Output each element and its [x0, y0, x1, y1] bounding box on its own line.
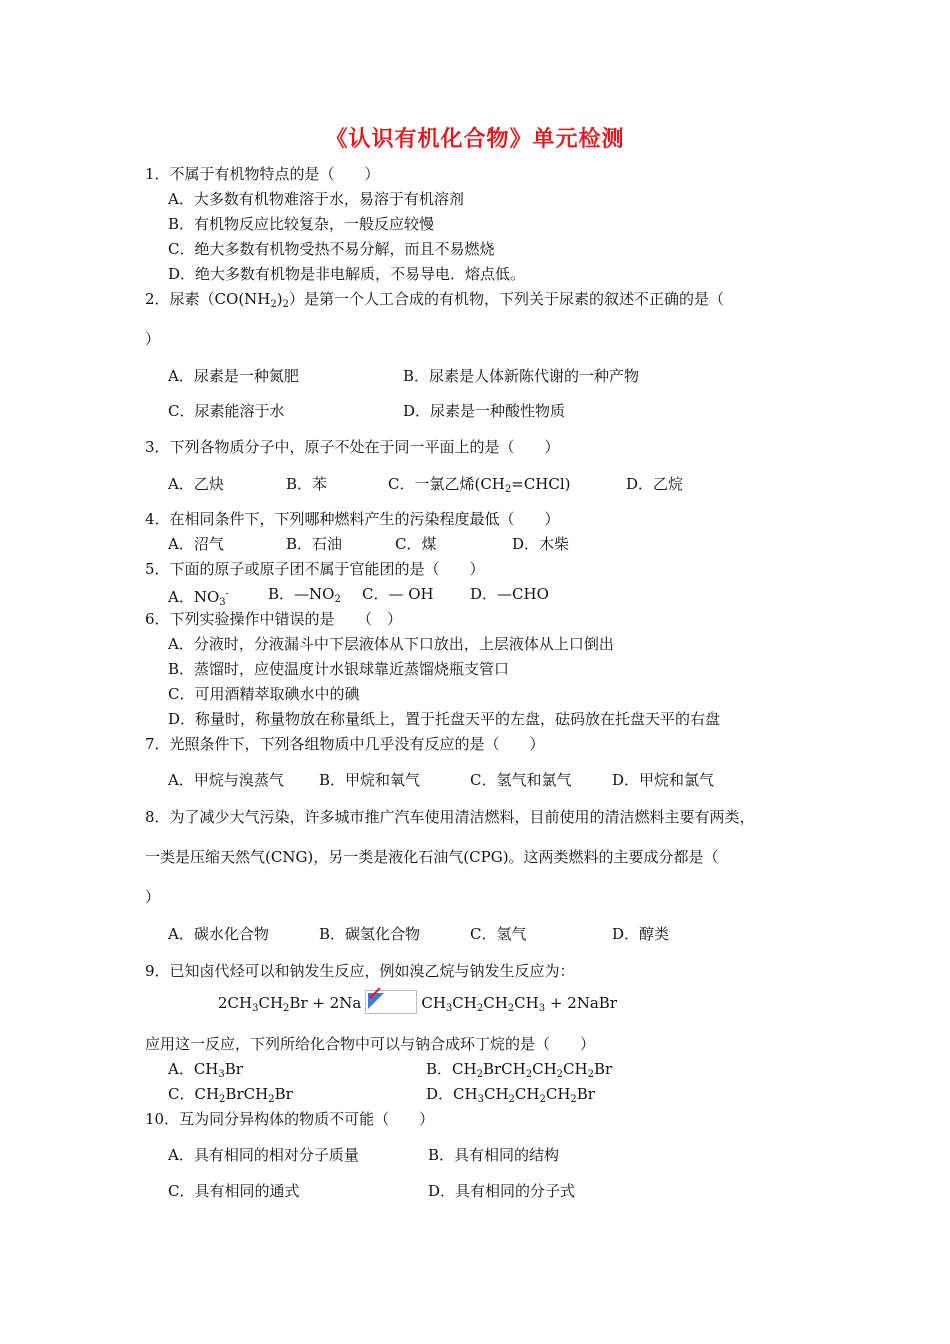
- q7-stem: 7．光照条件下，下列各组物质中几乎没有反应的是（ ）: [145, 735, 545, 753]
- q8-option-d: D．醇类: [612, 925, 670, 943]
- q1-option-b: B．有机物反应比较复杂，一般反应较慢: [168, 215, 435, 233]
- q9-stem: 9．已知卤代烃可以和钠发生反应，例如溴乙烷与钠发生反应为：: [145, 962, 575, 980]
- q2-stem: 2．尿素$(CO(NH_2)_2)$是第一个人工合成的有机物，下列关于尿素的叙述不正确的是（: [145, 290, 725, 310]
- q9-option-a: A．$CH_3Br$: [168, 1060, 243, 1080]
- q5-option-d: D．—CHO: [470, 585, 549, 603]
- q4-option-d: D．木柴: [512, 535, 570, 553]
- q6-stem: 6．下列实验操作中错误的是 （ ）: [145, 610, 403, 628]
- q4-option-a: A．沼气: [168, 535, 224, 553]
- q8-option-b: B．碳氢化合物: [319, 925, 421, 943]
- q8-option-c: C．氢气: [470, 925, 527, 943]
- q8-stem-line2: 一类是压缩天然气(CNG)，另一类是液化石油气(CPG)。这两类燃料的主要成分都是（: [145, 848, 719, 866]
- q5-option-b: B．$—NO_2$: [268, 585, 341, 605]
- q1-option-d: D．绝大多数有机物是非电解质，不易导电．熔点低。: [168, 265, 526, 283]
- page-title: 《认识有机化合物》单元检测: [325, 127, 625, 152]
- q8-option-a: A．碳水化合物: [168, 925, 269, 943]
- q2-option-c: C．尿素能溶于水: [168, 402, 285, 420]
- q7-option-d: D．甲烷和氯气: [612, 771, 715, 789]
- q5-stem: 5．下面的原子或原子团不属于官能团的是（ ）: [145, 560, 485, 578]
- q3-option-b: B．苯: [286, 475, 328, 493]
- q7-option-c: C．氢气和氯气: [470, 771, 572, 789]
- q10-option-c: C．具有相同的通式: [168, 1182, 300, 1200]
- q8-stem-line1: 8．为了减少大气污染，许多城市推广汽车使用清洁燃料，目前使用的清洁燃料主要有两类，: [145, 808, 755, 826]
- q9-option-d: D．$CH_3CH_2CH_2CH_2Br$: [426, 1085, 595, 1105]
- q1-option-a: A．大多数有机物难溶于水，易溶于有机溶剂: [168, 190, 464, 208]
- q6-option-d: D．称量时，称量物放在称量纸上，置于托盘天平的左盘，砝码放在托盘天平的右盘: [168, 710, 721, 728]
- q6-option-a: A．分液时，分液漏斗中下层液体从下口放出，上层液体从上口倒出: [168, 635, 614, 653]
- q10-stem: 10．互为同分异构体的物质不可能（ ）: [145, 1110, 435, 1128]
- reaction-arrow-image: [365, 990, 417, 1014]
- q5-option-a: A．$NO_3^-$: [168, 588, 229, 608]
- q5-option-c: C．— OH: [362, 585, 434, 603]
- q3-option-a: A．乙炔: [168, 475, 224, 493]
- q6-option-b: B．蒸馏时，应使温度计水银球靠近蒸馏烧瓶支管口: [168, 660, 510, 678]
- q9-option-c: C．$CH_2BrCH_2Br$: [168, 1085, 293, 1105]
- q10-option-a: A．具有相同的相对分子质量: [168, 1146, 359, 1164]
- q3-stem: 3．下列各物质分子中，原子不处在于同一平面上的是（ ）: [145, 438, 560, 456]
- q7-option-b: B．甲烷和氧气: [319, 771, 421, 789]
- q4-stem: 4．在相同条件下，下列哪种燃料产生的污染程度最低（ ）: [145, 510, 560, 528]
- q4-option-c: C．煤: [395, 535, 437, 553]
- q2-option-d: D．尿素是一种酸性物质: [403, 402, 566, 420]
- q2-option-a: A．尿素是一种氮肥: [168, 367, 299, 385]
- q4-option-b: B．石油: [286, 535, 343, 553]
- q9-stem2: 应用这一反应，下列所给化合物中可以与钠合成环丁烷的是（ ）: [145, 1035, 596, 1053]
- q6-option-c: C．可用酒精萃取碘水中的碘: [168, 685, 360, 703]
- q10-option-d: D．具有相同的分子式: [428, 1182, 576, 1200]
- q10-option-b: B．具有相同的结构: [428, 1146, 560, 1164]
- q8-stem-line3: ）: [145, 888, 161, 906]
- q2-stem-end: ）: [145, 330, 161, 348]
- q3-option-c: C．一氯乙烯$(CH_2=CHCl)$: [388, 475, 571, 495]
- q1-option-c: C．绝大多数有机物受热不易分解，而且不易燃烧: [168, 240, 495, 258]
- q9-equation: $2CH_3CH_2Br + 2Na$ $CH_3CH_2CH_2CH_3$ + 2NaBr: [218, 990, 617, 1019]
- q1-stem: 1．不属于有机物特点的是（ ）: [145, 165, 380, 183]
- q7-option-a: A．甲烷与溴蒸气: [168, 771, 284, 789]
- q3-option-d: D．乙烷: [626, 475, 684, 493]
- q2-option-b: B．尿素是人体新陈代谢的一种产物: [403, 367, 640, 385]
- q9-option-b: B．$CH_2BrCH_2CH_2CH_2Br$: [426, 1060, 613, 1080]
